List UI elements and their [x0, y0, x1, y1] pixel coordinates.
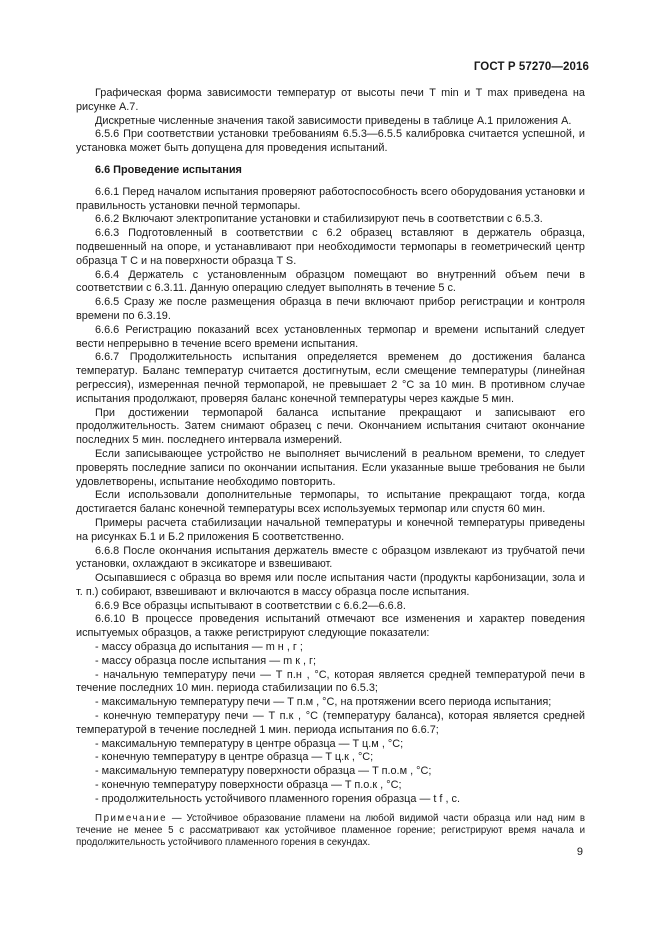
paragraph: Если использовали дополнительные термопары, то испытание прекращают тогда, когда достигается баланс конечной температуры всех используемых термопар или спустя 60 мин.	[76, 489, 585, 516]
paragraph: Примеры расчета стабилизации начальной температуры и конечной температуры приведены на рисунках Б.1 и Б.2 приложения Б соответственно.	[76, 516, 585, 543]
note-text: — Устойчивое образование пламени на любой видимой части образца или над ним в течение не менее 5 с рассматривают как устойчивое пламенное горение; регистрируют время начала и продолжительность устойчивого пламенного горения в секундах.	[76, 812, 585, 848]
list-item: - массу образца после испытания — m к , г;	[95, 654, 317, 667]
paragraph: Осыпавшиеся с образца во время или после испытания части (продукты карбонизации, зола и т. п.) собирают, взвешивают и включаются в массу образца после испытания.	[76, 572, 585, 598]
paragraph: 6.6.8 После окончания испытания держатель вместе с образцом извлекают из трубчатой печи установки, охлаждают в эксикаторе и взвешивают.	[76, 544, 585, 571]
note-label: Примечание	[95, 812, 168, 824]
paragraph: 6.6.3 Подготовленный в соответствии с 6.2 образец вставляют в держатель образца, подвешенный на опоре, и устанавливают при необходимости термопары в геометрический центр образца T C и на поверхности образца T S.	[76, 227, 585, 267]
page-number: 9	[576, 846, 583, 858]
paragraph: 6.6.2 Включают электропитание установки и стабилизируют печь в соответствии с 6.5.3.	[95, 213, 543, 226]
paragraph: Графическая форма зависимости температур от высоты печи T min и T max приведена на рисунке А.7.	[76, 87, 585, 113]
paragraph: 6.6.4 Держатель с установленным образцом помещают во внутренний объем печи в соответствии с 6.3.11. Данную операцию следует выполнять в течение 5 с.	[76, 268, 585, 295]
paragraph: 6.6.9 Все образцы испытывают в соответствии с 6.6.2—6.6.8.	[95, 599, 406, 612]
paragraph: 6.6.7 Продолжительность испытания определяется временем до достижения баланса температур. Баланс температур считается достигнутым, если смещение температуры (линейная регрессия), измеренная печной термопарой, не превышает 2 °С за 10 мин. В противном случае испытания продолжают, проверяя баланс конечной температуры через каждые 5 мин.	[76, 351, 585, 405]
list-item: - максимальную температуру печи — T п.м , °С, на протяжении всего периода испытания;	[95, 696, 552, 709]
paragraph: Если записывающее устройство не выполняет вычислений в реальном времени, то следует проверять последние записи по окончании испытания. Если указанные выше требования не были удовлетворены, испытание необходимо повторить.	[76, 447, 585, 488]
list-item: - начальную температуру печи — T п.н , °С, которая является средней температурой печи в течение последних 10 мин. периода стабилизации по 6.5.3;	[76, 668, 585, 695]
document-id: ГОСТ Р 57270—2016	[473, 61, 589, 73]
paragraph: 6.6.1 Перед началом испытания проверяют работоспособность всего оборудования установки и правильность установки печной термопары.	[76, 185, 585, 212]
list-item: - максимальную температуру в центре образца — T ц.м , °С;	[95, 737, 404, 750]
list-item: - массу образца до испытания — m н , г ;	[95, 641, 303, 654]
paragraph: 6.6.5 Сразу же после размещения образца в печи включают прибор регистрации и контроля времени по 6.3.19.	[76, 296, 585, 322]
page-content	[76, 87, 585, 849]
list-item: - максимальную температуру поверхности образца — T п.о.м , °С;	[95, 765, 432, 778]
paragraph: 6.6.6 Регистрацию показаний всех установленных термопар и времени испытаний следует вести непрерывно в течение всего времени испытания.	[76, 323, 585, 350]
section-heading: 6.6 Проведение испытания	[95, 163, 242, 176]
paragraph: Дискретные численные значения такой зависимости приведены в таблице А.1 приложения А.	[95, 114, 572, 127]
paragraph: При достижении термопарой баланса испытание прекращают и записывают его продолжительность. Затем снимают образец с печи. Окончанием испытания считают окончание последних 5 мин. последнего интервала измерений.	[76, 406, 585, 447]
note	[76, 813, 585, 849]
paragraph: 6.5.6 При соответствии установки требованиям 6.5.3—6.5.5 калибровка считается успешной, и установка может быть допущена для проведения испытаний.	[76, 128, 585, 155]
list-item: - конечную температуру поверхности образца — T п.о.к , °С;	[95, 779, 402, 792]
list-item: - конечную температуру печи — T п.к , °С (температуру баланса), которая является средней температурой в течение последней 1 мин. периода испытания по 6.6.7;	[76, 710, 585, 736]
list-item: - продолжительность устойчивого пламенного горения образца — t f , с.	[95, 792, 460, 805]
list-item: - конечную температуру в центре образца — T ц.к , °С;	[95, 751, 374, 764]
paragraph: 6.6.10 В процессе проведения испытаний отмечают все изменения и характер поведения испытуемых образцов, а также регистрируют следующие показатели:	[76, 613, 585, 640]
